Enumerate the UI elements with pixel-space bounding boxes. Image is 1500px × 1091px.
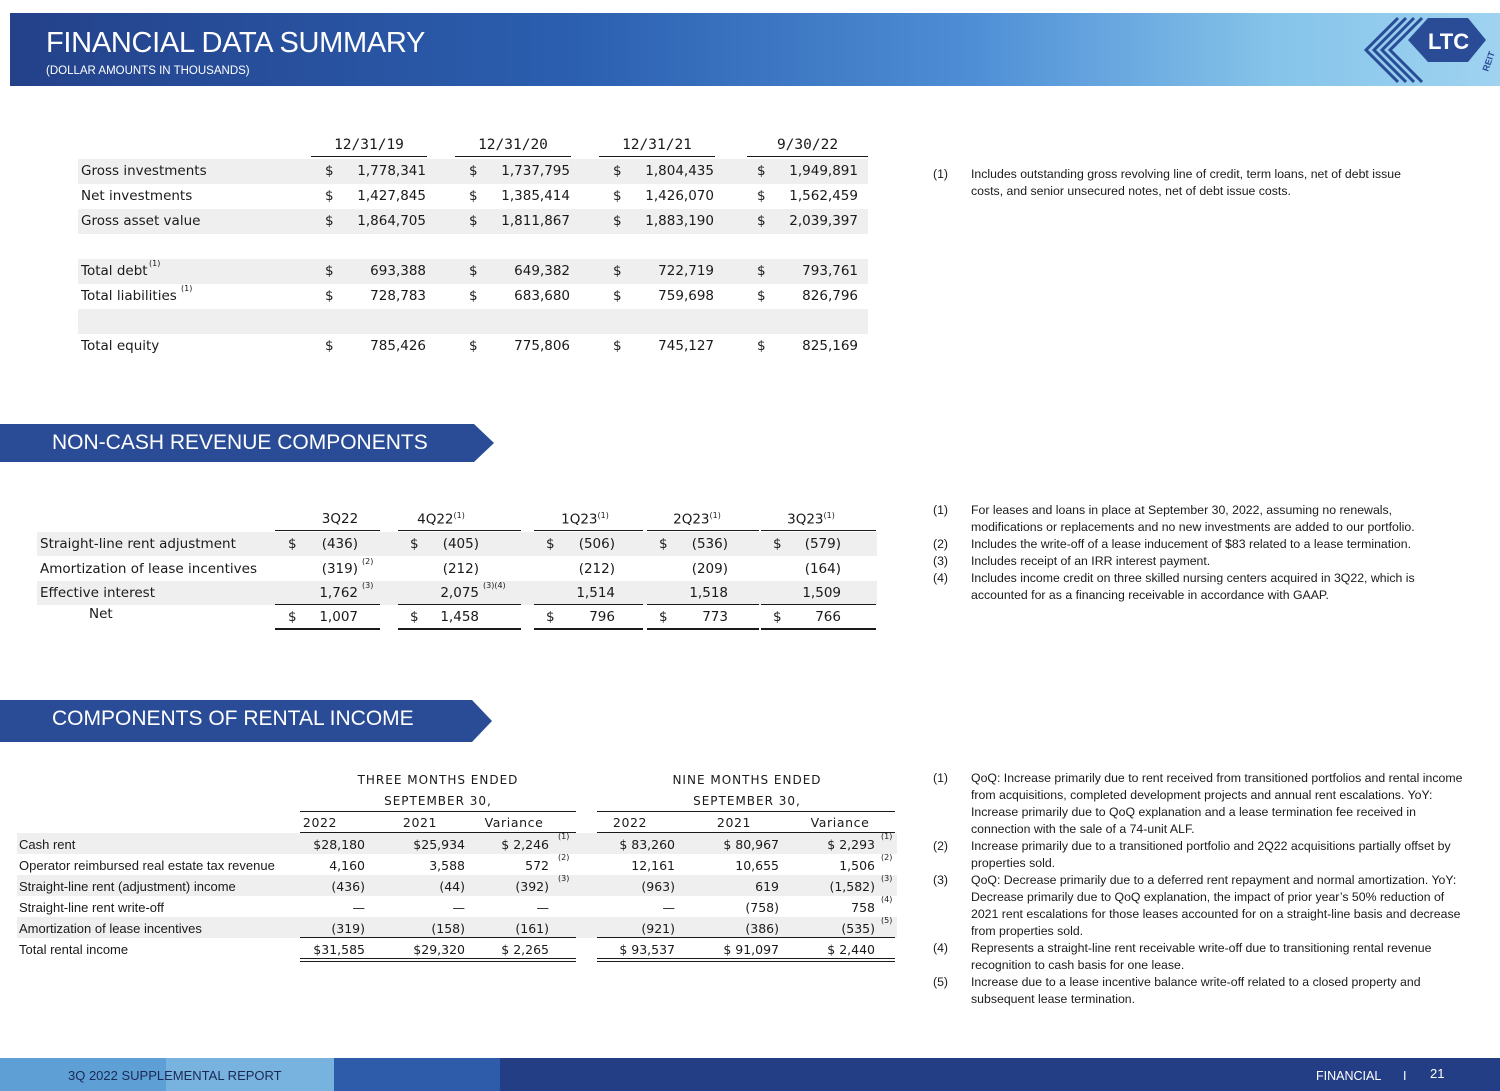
currency-symbol: $	[325, 188, 334, 204]
column-underline	[647, 530, 759, 531]
table-cell: (164)	[804, 561, 841, 577]
page-title: FINANCIAL DATA SUMMARY	[46, 27, 426, 59]
table-cell: 4,160	[329, 858, 365, 873]
column-header: Variance	[810, 815, 870, 830]
column-header: 12/31/20	[478, 137, 548, 153]
footnote-text: Increase due to a lease incentive balance write-off related to a closed property and subsequent lease termination.	[971, 975, 1421, 1006]
table-cell: 1,509	[802, 585, 841, 601]
table-cell: (161)	[515, 921, 549, 936]
footnote	[933, 553, 1448, 570]
table-cell: (158)	[431, 921, 465, 936]
currency-symbol: $	[288, 609, 297, 625]
footer-band	[334, 1058, 500, 1091]
footnote-marker: (1)	[597, 511, 609, 520]
footnote-marker: (1)	[149, 259, 161, 268]
table-cell: 766	[815, 609, 841, 625]
table-cell: 825,169	[802, 338, 858, 354]
column-header: 2021	[716, 815, 752, 830]
row-label: Total liabilities	[81, 288, 177, 304]
currency-symbol: $	[546, 609, 555, 625]
noncash-table	[37, 506, 877, 632]
column-header-label: 3Q22	[321, 511, 359, 527]
currency-symbol: $	[546, 536, 555, 552]
currency-symbol: $	[613, 263, 622, 279]
currency-symbol: $	[410, 609, 419, 625]
currency-symbol: $	[613, 288, 622, 304]
table-cell: (319)	[321, 561, 358, 577]
total-line	[647, 628, 759, 630]
column-underline	[275, 530, 380, 531]
row-label: Net investments	[81, 188, 193, 204]
footnote	[933, 502, 1448, 536]
row-label: Operator reimbursed real estate tax revenue	[19, 858, 275, 873]
group-underline	[300, 811, 576, 812]
column-header	[657, 511, 737, 528]
table-row	[17, 833, 897, 854]
column-header	[545, 511, 625, 528]
footnote-marker: (2)	[881, 853, 893, 862]
footnote	[933, 166, 1433, 200]
logo-text: LTC	[1428, 29, 1470, 54]
table-cell: (963)	[641, 879, 675, 894]
table-cell: $ 80,967	[723, 837, 779, 852]
table-cell: 1,562,459	[789, 188, 858, 204]
table-cell: (209)	[691, 561, 728, 577]
footnote-number: (2)	[933, 839, 949, 853]
table-cell: (579)	[804, 536, 841, 552]
column-header-label: 3Q23	[787, 511, 824, 528]
table-cell: 1,737,795	[501, 163, 570, 179]
table-row	[37, 581, 877, 605]
footer-section: FINANCIAL	[1316, 1069, 1382, 1083]
currency-symbol: $	[325, 213, 334, 229]
table-row	[37, 532, 877, 556]
spacer-row	[78, 309, 868, 334]
column-header-label: 1Q23	[561, 511, 598, 528]
table-cell: —	[352, 900, 365, 915]
page-subtitle: (DOLLAR AMOUNTS IN THOUSANDS)	[46, 65, 250, 77]
footnote-marker: (1)	[881, 832, 893, 841]
table-row	[78, 259, 868, 284]
column-header-label: 2Q23	[673, 511, 710, 528]
table-cell: (405)	[442, 536, 479, 552]
footnote-marker: (2)	[558, 853, 570, 862]
currency-symbol: $	[659, 536, 668, 552]
table-cell: —	[452, 900, 465, 915]
currency-symbol: $	[469, 263, 478, 279]
table-row	[17, 938, 897, 959]
ltc-reit-logo	[1358, 10, 1497, 86]
table-row	[17, 875, 897, 896]
total-line	[534, 628, 643, 630]
footnote-marker: (2)	[362, 557, 374, 566]
footnote-marker: (3)(4)	[483, 581, 506, 590]
table-cell: 3,588	[429, 858, 465, 873]
footnote-number: (3)	[933, 554, 949, 568]
currency-symbol: $	[469, 288, 478, 304]
currency-symbol: $	[613, 188, 622, 204]
table-cell: 1,518	[689, 585, 728, 601]
group-header: NINE MONTHS ENDED	[672, 773, 822, 787]
footnote	[933, 570, 1448, 604]
table-cell: 1,007	[319, 609, 358, 625]
row-label: Total debt	[81, 263, 148, 279]
table-row	[37, 605, 877, 629]
column-underline	[455, 156, 571, 157]
table-cell: 758	[851, 900, 875, 915]
footer-separator: I	[1403, 1069, 1407, 1083]
financial-summary-notes	[933, 166, 1433, 200]
footnote	[933, 536, 1448, 553]
footnote	[933, 872, 1468, 940]
table-cell: (436)	[331, 879, 365, 894]
noncash-notes	[933, 502, 1448, 604]
table-cell: 826,796	[802, 288, 858, 304]
currency-symbol: $	[773, 536, 782, 552]
footnote-marker: (4)	[881, 895, 893, 904]
total-line	[300, 961, 576, 962]
row-label: Gross investments	[81, 163, 207, 179]
rental-banner-title: COMPONENTS OF RENTAL INCOME	[52, 707, 414, 730]
table-cell: 1,949,891	[789, 163, 858, 179]
footnote-text: Includes income credit on three skilled nursing centers acquired in 3Q22, which is accounted for as a financing receivable in accordance with GAAP.	[971, 571, 1415, 602]
footnote-number: (1)	[933, 503, 949, 517]
total-line	[398, 628, 521, 630]
table-cell: (535)	[841, 921, 875, 936]
table-cell: 1,778,341	[357, 163, 426, 179]
column-header: 2021	[402, 815, 438, 830]
table-cell: 619	[755, 879, 779, 894]
footnote-number: (1)	[933, 771, 949, 785]
page-number: 21	[1430, 1066, 1445, 1081]
table-cell: 1,385,414	[501, 188, 570, 204]
footnote-text: Includes receipt of an IRR interest payment.	[971, 554, 1211, 568]
currency-symbol: $	[469, 163, 478, 179]
table-cell: 2,075	[440, 585, 479, 601]
row-label: Total equity	[81, 338, 160, 354]
row-label: Amortization of lease incentives	[40, 561, 257, 577]
currency-symbol: $	[757, 288, 766, 304]
table-row	[78, 334, 868, 359]
table-cell: 722,719	[658, 263, 714, 279]
table-cell: 649,382	[514, 263, 570, 279]
footnote	[933, 770, 1468, 838]
table-cell: (319)	[331, 921, 365, 936]
table-cell: $ 2,440	[827, 942, 875, 957]
table-cell: (44)	[439, 879, 465, 894]
currency-symbol: $	[659, 609, 668, 625]
footnote-marker: (1)	[558, 832, 570, 841]
table-cell: 773	[702, 609, 728, 625]
table-cell: 1,762	[319, 585, 358, 601]
column-header	[300, 511, 380, 527]
currency-symbol: $	[469, 338, 478, 354]
table-cell: (1,582)	[829, 879, 875, 894]
footnote-marker: (1)	[181, 284, 193, 293]
table-cell: 683,680	[514, 288, 570, 304]
table-row	[37, 557, 877, 581]
table-cell: 775,806	[514, 338, 570, 354]
table-cell: 793,761	[802, 263, 858, 279]
table-cell: 1,804,435	[645, 163, 714, 179]
table-row	[17, 917, 897, 938]
rental-income-table	[17, 770, 897, 966]
column-header: 2022	[612, 815, 648, 830]
table-cell: 1,427,845	[357, 188, 426, 204]
currency-symbol: $	[757, 163, 766, 179]
footnote-text: For leases and loans in place at September 30, 2022, assuming no renewals, modifications or replacements and no new investments are added to our portfolio.	[971, 503, 1415, 534]
table-cell: 693,388	[370, 263, 426, 279]
table-cell: (212)	[578, 561, 615, 577]
row-label: Effective interest	[40, 585, 155, 601]
column-underline	[599, 156, 715, 157]
row-label: Cash rent	[19, 837, 76, 852]
table-row	[17, 854, 897, 875]
currency-symbol: $	[613, 213, 622, 229]
currency-symbol: $	[288, 536, 297, 552]
total-line	[275, 628, 380, 630]
column-header: 2022	[302, 815, 338, 830]
table-cell: (386)	[745, 921, 779, 936]
rental-notes	[933, 770, 1468, 1008]
table-cell: 2,039,397	[789, 213, 858, 229]
column-underline	[311, 156, 427, 157]
table-cell: $ 2,265	[501, 942, 549, 957]
group-underline	[597, 811, 895, 812]
column-header	[401, 511, 481, 528]
table-cell: $ 2,246	[501, 837, 549, 852]
table-row	[78, 209, 868, 234]
noncash-banner-title: NON-CASH REVENUE COMPONENTS	[52, 431, 428, 454]
total-line	[597, 958, 895, 959]
financial-summary-table	[78, 130, 868, 360]
table-cell: 1,426,070	[645, 188, 714, 204]
footnote-number: (3)	[933, 873, 949, 887]
table-cell: (758)	[745, 900, 779, 915]
table-cell: (212)	[442, 561, 479, 577]
table-cell: 1,811,867	[501, 213, 570, 229]
footnote-text: QoQ: Increase primarily due to rent received from transitioned portfolios and rental income from acquisitions, completed development projects and annual rent escalations. YoY: Increase primarily due to QoQ explanation and a lease termination fee received in connection with the sale of a 74-unit ALF.	[971, 771, 1463, 836]
table-cell: 796	[589, 609, 615, 625]
row-label: Gross asset value	[81, 213, 201, 229]
table-cell: (536)	[691, 536, 728, 552]
table-row	[17, 896, 897, 917]
currency-symbol: $	[773, 609, 782, 625]
table-cell: $ 83,260	[619, 837, 675, 852]
noncash-banner	[0, 424, 496, 462]
table-cell: 1,458	[440, 609, 479, 625]
table-cell: $28,180	[313, 837, 365, 852]
currency-symbol: $	[613, 163, 622, 179]
column-underline	[761, 530, 876, 531]
table-cell: 10,655	[735, 858, 779, 873]
table-cell: $ 2,293	[827, 837, 875, 852]
currency-symbol: $	[325, 163, 334, 179]
currency-symbol: $	[469, 188, 478, 204]
footnote-marker: (3)	[558, 874, 570, 883]
currency-symbol: $	[469, 213, 478, 229]
table-cell: $ 91,097	[723, 942, 779, 957]
footnote-text: Includes outstanding gross revolving line of credit, term loans, net of debt issue costs, and senior unsecured notes, net of debt issue costs.	[971, 167, 1401, 198]
row-label: Net	[89, 606, 113, 622]
footnote-text: Increase primarily due to a transitioned portfolio and 2Q22 acquisitions partially offset by properties sold.	[971, 839, 1451, 870]
currency-symbol: $	[325, 263, 334, 279]
table-cell: $29,320	[413, 942, 465, 957]
footnote-number: (1)	[933, 167, 949, 181]
table-row	[78, 184, 868, 209]
table-cell: $ 93,537	[619, 942, 675, 957]
footnote-text: Includes the write-off of a lease inducement of $83 related to a lease termination.	[971, 537, 1411, 551]
currency-symbol: $	[757, 338, 766, 354]
table-cell: (436)	[321, 536, 358, 552]
table-cell: —	[536, 900, 549, 915]
footer-report-title: 3Q 2022 SUPPLEMENTAL REPORT	[68, 1068, 282, 1083]
table-cell: 572	[525, 858, 549, 873]
column-header: 12/31/19	[334, 137, 404, 153]
rental-banner	[0, 700, 494, 738]
currency-symbol: $	[613, 338, 622, 354]
row-label: Total rental income	[19, 942, 129, 957]
footnote-marker: (1)	[709, 511, 721, 520]
logo-subtext: REIT	[1480, 49, 1497, 73]
table-cell: (506)	[578, 536, 615, 552]
footnote-number: (5)	[933, 975, 949, 989]
page-header	[10, 13, 1500, 86]
currency-symbol: $	[757, 263, 766, 279]
table-cell: 12,161	[631, 858, 675, 873]
total-line	[300, 958, 576, 959]
row-label: Straight-line rent (adjustment) income	[19, 879, 236, 894]
table-cell: 1,864,705	[357, 213, 426, 229]
footnote-marker: (3)	[881, 874, 893, 883]
currency-symbol: $	[757, 188, 766, 204]
table-cell: (392)	[515, 879, 549, 894]
footnote-number: (2)	[933, 537, 949, 551]
footnote	[933, 974, 1468, 1008]
row-label: Amortization of lease incentives	[19, 921, 202, 936]
footnote-text: QoQ: Decrease primarily due to a deferred rent repayment and normal amortization. YoY: Decrease primarily due to QoQ explanation, the impact of prior year’s 50% reduction of 2021 rent escalations for those leases accounted for on a straight-line basis and decrease from properties sold.	[971, 873, 1461, 938]
table-cell: 728,783	[370, 288, 426, 304]
column-underline	[398, 530, 521, 531]
table-cell: 1,514	[576, 585, 615, 601]
footnote	[933, 838, 1468, 872]
total-line	[597, 961, 895, 962]
footnote-number: (4)	[933, 571, 949, 585]
currency-symbol: $	[757, 213, 766, 229]
currency-symbol: $	[325, 288, 334, 304]
column-header	[771, 511, 851, 528]
column-header-label: 4Q22	[417, 511, 454, 528]
footnote-text: Represents a straight-line rent receivable write-off due to transitioning rental revenue recognition to cash basis for one lease.	[971, 941, 1432, 972]
total-line	[761, 628, 876, 630]
footnote-marker: (3)	[362, 581, 374, 590]
table-cell: (921)	[641, 921, 675, 936]
table-cell: 759,698	[658, 288, 714, 304]
footnote-marker: (1)	[823, 511, 835, 520]
group-header: SEPTEMBER 30,	[384, 794, 492, 808]
group-header: THREE MONTHS ENDED	[357, 773, 519, 787]
column-underline	[747, 156, 868, 157]
column-header: 9/30/22	[776, 137, 839, 153]
column-header: 12/31/21	[622, 137, 692, 153]
table-row	[78, 284, 868, 309]
currency-symbol: $	[325, 338, 334, 354]
table-cell: 745,127	[658, 338, 714, 354]
table-cell: $25,934	[413, 837, 465, 852]
column-underline	[534, 530, 643, 531]
table-row	[78, 159, 868, 184]
table-cell: 785,426	[370, 338, 426, 354]
table-cell: 1,506	[839, 858, 875, 873]
row-label: Straight-line rent write-off	[19, 900, 164, 915]
group-header: SEPTEMBER 30,	[693, 794, 801, 808]
page-footer	[0, 1058, 1500, 1091]
table-cell: $31,585	[313, 942, 365, 957]
row-label: Straight-line rent adjustment	[40, 536, 236, 552]
currency-symbol: $	[410, 536, 419, 552]
footnote	[933, 940, 1468, 974]
column-header: Variance	[484, 815, 544, 830]
footnote-marker: (1)	[453, 511, 465, 520]
table-cell: 1,883,190	[645, 213, 714, 229]
footnote-marker: (5)	[881, 916, 893, 925]
table-cell: —	[662, 900, 675, 915]
footnote-number: (4)	[933, 941, 949, 955]
